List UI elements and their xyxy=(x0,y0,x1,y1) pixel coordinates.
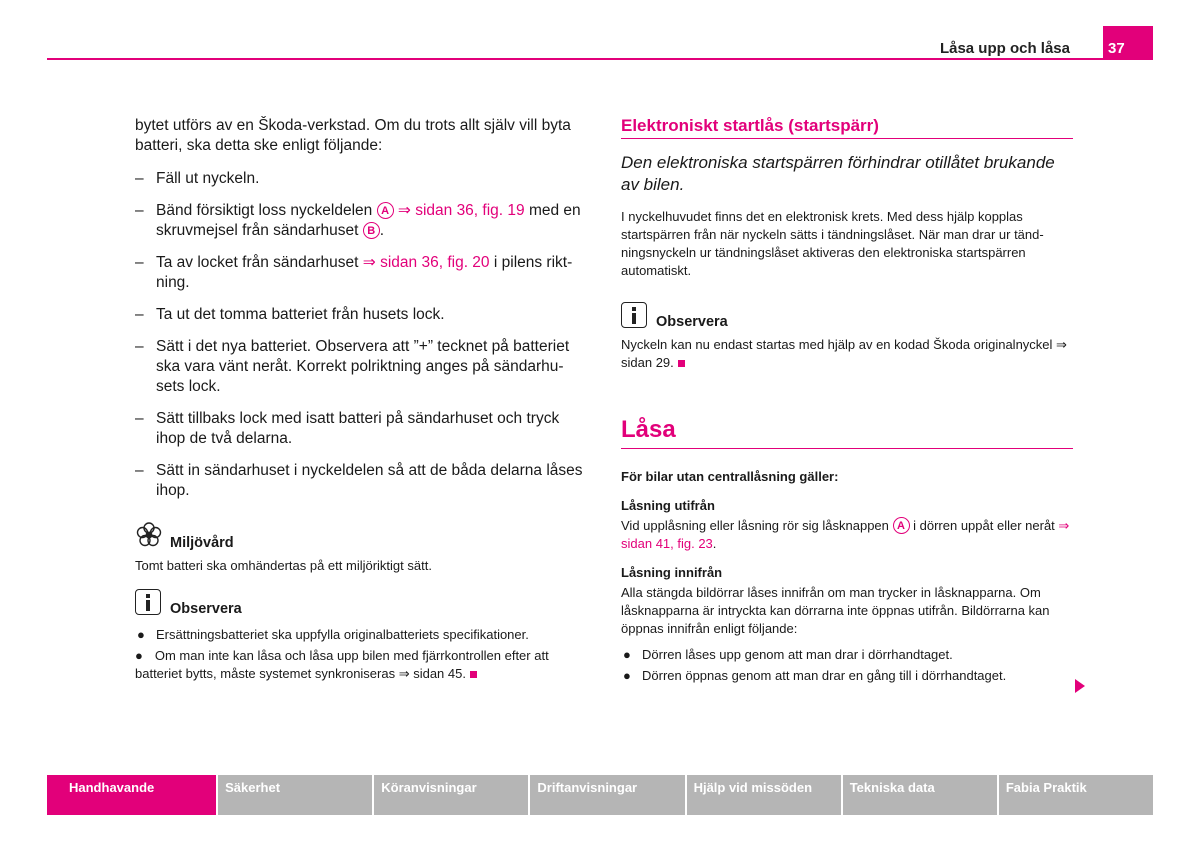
section-intro: Den elektroniska startspärren förhindrar otillåtet brukande av bilen. xyxy=(621,153,1055,194)
step-text: Sätt in sändarhuset i nyckeldelen så att de båda delarna låses ihop. xyxy=(156,462,583,499)
left-note-bullet-2 xyxy=(135,647,583,683)
bullet-dot: ● xyxy=(623,668,631,683)
header-rule xyxy=(47,58,1153,60)
note-text: Nyckeln kan nu endast startas med hjälp av en kodad Škoda originalnyckel ⇒ sidan 29. xyxy=(621,337,1067,370)
label-a-circle: A xyxy=(893,517,910,534)
dash: – xyxy=(135,254,144,271)
bullet-dot: ● xyxy=(137,627,145,642)
text: i dörren uppåt eller neråt xyxy=(913,518,1055,533)
step-text: Sätt tillbaks lock med isatt batteri på sändarhuset och tryck ihop de två delarna. xyxy=(156,410,560,447)
ref-link-fig19[interactable]: sidan 36, fig. 19 xyxy=(415,202,525,219)
label-a-circle: A xyxy=(377,202,394,219)
tab-fabia-praktik[interactable]: Fabia Praktik xyxy=(999,775,1153,815)
dash: – xyxy=(135,410,144,427)
tab-tekniska-data[interactable]: Tekniska data xyxy=(843,775,997,815)
ref-arrow: ⇒ xyxy=(1058,518,1070,533)
right-note-title: Observera xyxy=(656,314,728,330)
main-title-lock: Låsa xyxy=(621,416,1073,449)
right-note-header xyxy=(621,302,1073,336)
right-column xyxy=(621,116,1073,685)
bullet-text: Dörren öppnas genom att man drar en gång till i dörrhandtaget. xyxy=(642,668,1007,683)
section-title-startlock: Elektroniskt startlås (startspärr) xyxy=(621,116,1073,139)
step-7 xyxy=(135,461,583,501)
bullet-text: Dörren låses upp genom att man drar i dörrhandtaget. xyxy=(642,647,953,662)
step-4 xyxy=(135,305,583,325)
dash: – xyxy=(135,202,144,219)
step-text: Ta ut det tomma batteriet från husets lock. xyxy=(156,306,445,323)
bullet-dot: ● xyxy=(623,647,631,662)
page-number: 37 xyxy=(1108,40,1125,57)
footer-nav xyxy=(47,775,1153,815)
step-5 xyxy=(135,337,583,397)
step-3 xyxy=(135,253,583,293)
flower-icon xyxy=(135,521,163,549)
outside-text xyxy=(621,517,1073,553)
left-note-bullet-1 xyxy=(135,626,583,644)
end-marker xyxy=(470,671,477,678)
tab-hjalp-vid-missoden[interactable]: Hjälp vid missöden xyxy=(687,775,841,815)
info-icon xyxy=(135,589,161,615)
step-2 xyxy=(135,201,583,241)
dash: – xyxy=(135,338,144,355)
applies-heading: För bilar utan centrallåsning gäller: xyxy=(621,469,839,484)
step-1 xyxy=(135,169,583,189)
inside-text: Alla stängda bildörrar låses innifrån om man trycker in låsknapparna. Om låsknapparna är intryckta kan dörrarna inte öppnas utifrån. Bildörrarna kan öppnas innifrån enligt följande: xyxy=(621,585,1050,636)
label-b-circle: B xyxy=(363,222,380,239)
step-6 xyxy=(135,409,583,449)
section-text: I nyckelhuvudet finns det en elektronisk krets. Med dess hjälp kopplas startspärren från när nyckeln sätts i tändningslåset. När man drar ur tändningsnyckeln ur tändningslåset aktiveras den elektroniska startspärren automatiskt. xyxy=(621,209,1044,278)
step-text: Fäll ut nyckeln. xyxy=(156,170,260,187)
info-icon xyxy=(621,302,647,328)
tab-driftanvisningar[interactable]: Driftanvisningar xyxy=(530,775,684,815)
step-text: Ta av locket från sändarhuset xyxy=(156,254,359,271)
inside-heading: Låsning innifrån xyxy=(621,565,723,580)
bullet-text: Om man inte kan låsa och låsa upp bilen med fjärrkontrollen efter att batteriet bytts, måste systemet synkroniseras ⇒ sidan 45. xyxy=(135,648,549,681)
step-text: i pilens riktning. xyxy=(156,254,573,291)
step-text: Bänd försiktigt loss nyckeldelen xyxy=(156,202,373,219)
bullet-dot: ● xyxy=(135,648,143,663)
environment-title: Miljövård xyxy=(170,535,234,551)
page-number-box xyxy=(1103,26,1153,60)
page-header-title: Låsa upp och låsa xyxy=(939,40,1070,57)
tab-koranvisningar[interactable]: Köranvisningar xyxy=(374,775,528,815)
ref-link-fig23[interactable]: sidan 41, fig. 23 xyxy=(621,536,713,551)
dash: – xyxy=(135,462,144,479)
environment-text: Tomt batteri ska omhändertas på ett miljöriktigt sätt. xyxy=(135,558,432,573)
left-note-title: Observera xyxy=(170,601,242,617)
ref-arrow: ⇒ xyxy=(397,202,411,219)
left-intro: bytet utförs av en Škoda-verkstad. Om du trots allt själv vill byta batteri, ska detta ske enligt följande: xyxy=(135,117,571,154)
ref-link-fig20[interactable]: sidan 36, fig. 20 xyxy=(380,254,490,271)
right-note-text xyxy=(621,336,1073,372)
step-text: . xyxy=(379,222,385,239)
tab-handhavande[interactable]: Handhavande xyxy=(47,775,216,815)
bullet-text: Ersättningsbatteriet ska uppfylla originalbatteriets specifikationer. xyxy=(156,627,529,642)
step-text: med en skruvmejsel från sändarhuset xyxy=(156,202,581,239)
dash: – xyxy=(135,170,144,187)
text: Vid upplåsning eller låsning rör sig låsknappen xyxy=(621,518,889,533)
battery-steps xyxy=(135,169,583,501)
next-page-arrow-icon[interactable] xyxy=(1075,679,1085,693)
step-text: Sätt i det nya batteriet. Observera att ”+” tecknet på batteriet ska vara vänt neråt. Korrekt polriktning anges på sändarhusets lock. xyxy=(156,338,570,395)
ref-arrow: ⇒ xyxy=(362,254,376,271)
inside-bullet-1 xyxy=(621,646,1073,664)
left-note-header xyxy=(135,589,583,623)
inside-bullet-2 xyxy=(621,667,1073,685)
left-column xyxy=(135,116,583,683)
environment-note-header xyxy=(135,523,583,557)
text: . xyxy=(712,536,717,551)
outside-heading: Låsning utifrån xyxy=(621,498,715,513)
tab-sakerhet[interactable]: Säkerhet xyxy=(218,775,372,815)
dash: – xyxy=(135,306,144,323)
end-marker xyxy=(678,360,685,367)
